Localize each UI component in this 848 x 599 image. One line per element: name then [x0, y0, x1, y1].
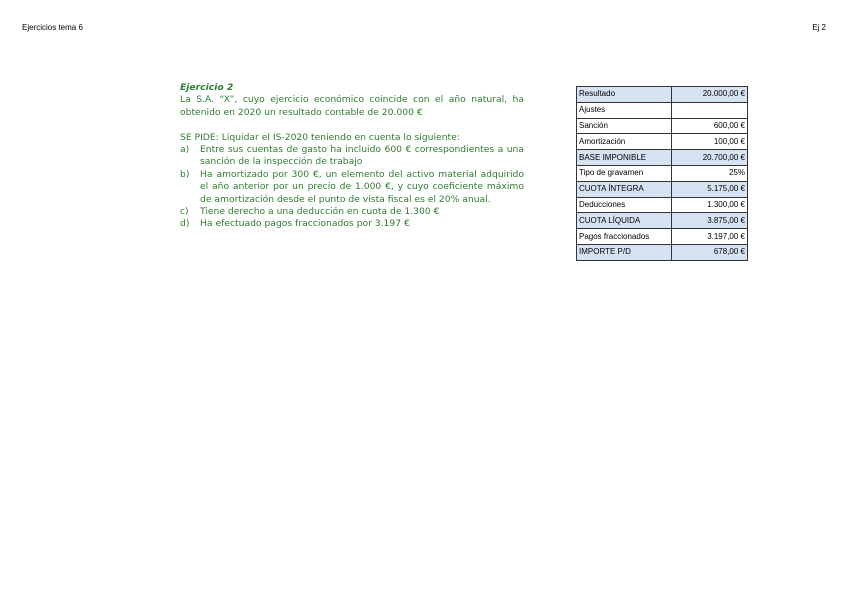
table-row: [577, 229, 748, 245]
row-value: [672, 102, 748, 118]
exercise-task: SE PIDE: Liquidar el IS-2020 teniendo en cuenta lo siguiente:: [180, 131, 460, 143]
table-row: [577, 181, 748, 197]
row-label: CUOTA ÍNTEGRA: [577, 181, 672, 197]
table-row: [577, 118, 748, 134]
row-label: Deducciones: [577, 197, 672, 213]
header-right-page-label: Ej 2: [812, 23, 826, 32]
row-label: Sanción: [577, 118, 672, 134]
exercise-title: Ejercicio 2: [180, 82, 234, 93]
exercise-item-marker: a): [180, 144, 190, 156]
exercise-item-text: Tiene derecho a una deducción en cuota de 1.300 €: [200, 206, 440, 218]
exercise-item: [180, 169, 524, 206]
row-label: Tipo de gravamen: [577, 165, 672, 181]
spacer: [180, 119, 524, 131]
exercise-item-text: Ha efectuado pagos fraccionados por 3.197 €: [200, 218, 410, 230]
exercise-intro: La S.A. “X”, cuyo ejercicio económico coincide con el año natural, ha obtenido en 2020 un resultado contable de 20.000 €: [180, 94, 524, 118]
row-value: 100,00 €: [672, 134, 748, 150]
row-label: BASE IMPONIBLE: [577, 150, 672, 166]
exercise-item-text: Ha amortizado por 300 €, un elemento del activo material adquirido el año anterior por un precio de 1.000 €, y cuyo coeficiente máximo de amortización desde el punto de vista fiscal es el 20% anual.: [200, 168, 524, 205]
exercise-item: [180, 218, 524, 230]
exercise-item-marker: b): [180, 168, 190, 180]
row-label: CUOTA LÍQUIDA: [577, 213, 672, 229]
table-row: [577, 244, 748, 260]
exercise-statement: [180, 82, 524, 231]
tax-calculation-table: [576, 86, 748, 261]
table-row: [577, 197, 748, 213]
row-value: 20.000,00 €: [672, 87, 748, 103]
row-label: Resultado: [577, 87, 672, 103]
table-row: [577, 87, 748, 103]
exercise-item-marker: c): [180, 206, 189, 218]
row-label: Amortización: [577, 134, 672, 150]
row-value: 3.197,00 €: [672, 229, 748, 245]
table-row: [577, 102, 748, 118]
row-label: IMPORTE P/D: [577, 244, 672, 260]
row-value: 600,00 €: [672, 118, 748, 134]
exercise-item: [180, 206, 524, 218]
table-row: [577, 213, 748, 229]
table-row: [577, 165, 748, 181]
table-row: [577, 150, 748, 166]
row-value: 25%: [672, 165, 748, 181]
table-row: [577, 134, 748, 150]
exercise-item: [180, 144, 524, 169]
row-value: 3.875,00 €: [672, 213, 748, 229]
header-left-title: Ejercicios tema 6: [22, 23, 83, 32]
row-value: 20.700,00 €: [672, 150, 748, 166]
row-value: 5.175,00 €: [672, 181, 748, 197]
row-label: Pagos fraccionados: [577, 229, 672, 245]
exercise-item-marker: d): [180, 218, 190, 230]
exercise-item-text: Entre sus cuentas de gasto ha incluido 600 € correspondientes a una sanción de la inspección de trabajo: [200, 144, 524, 168]
row-value: 678,00 €: [672, 244, 748, 260]
row-label: Ajustes: [577, 102, 672, 118]
exercise-items: [180, 144, 524, 231]
row-value: 1.300,00 €: [672, 197, 748, 213]
